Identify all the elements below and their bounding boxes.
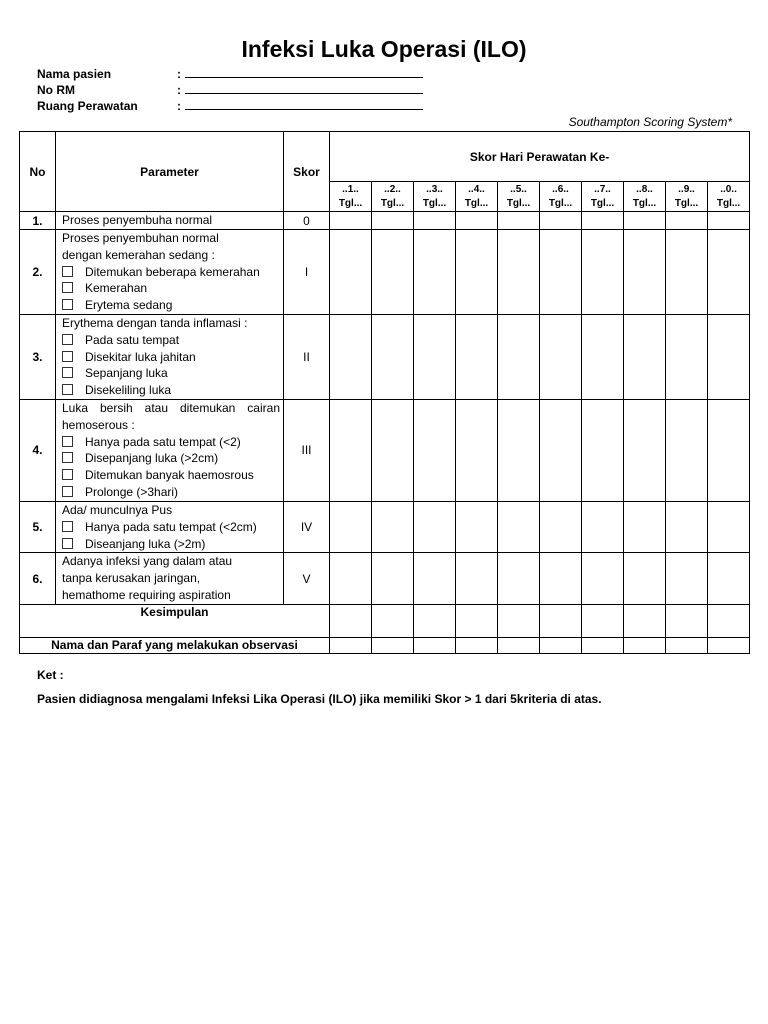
table-row	[20, 501, 750, 552]
score-entry-cell[interactable]	[414, 399, 456, 501]
score-value: II	[284, 314, 330, 399]
score-entry-cell[interactable]	[456, 314, 498, 399]
row-number: 4.	[20, 399, 56, 501]
score-entry-cell[interactable]	[708, 230, 750, 315]
score-entry-cell[interactable]	[498, 553, 540, 604]
criteria-option	[62, 519, 280, 536]
conclusion-entry-cell[interactable]	[708, 604, 750, 637]
score-entry-cell[interactable]	[708, 314, 750, 399]
observer-signature-cell[interactable]	[372, 637, 414, 653]
day-header-5	[498, 182, 540, 212]
checkbox-icon[interactable]	[62, 334, 73, 345]
checkbox-icon[interactable]	[62, 521, 73, 532]
observer-label: Nama dan Paraf yang melakukan observasi	[20, 637, 330, 653]
criteria-option	[62, 297, 280, 314]
conclusion-label: Kesimpulan	[20, 604, 330, 637]
day-header-8	[624, 182, 666, 212]
day-header-10	[708, 182, 750, 212]
table-row	[20, 212, 750, 230]
day-header-3	[414, 182, 456, 212]
score-entry-cell[interactable]	[540, 230, 582, 315]
criteria-option	[62, 434, 280, 451]
score-entry-cell[interactable]	[708, 399, 750, 501]
score-entry-cell[interactable]	[666, 212, 708, 230]
score-value: IV	[284, 501, 330, 552]
checkbox-icon[interactable]	[62, 486, 73, 497]
parameter-text: dengan kemerahan sedang :	[62, 247, 215, 262]
observer-signature-cell[interactable]	[456, 637, 498, 653]
day-date: Tgl...	[464, 197, 489, 209]
parameter-cell	[56, 501, 284, 552]
day-date: Tgl...	[632, 197, 657, 209]
observer-signature-cell[interactable]	[540, 637, 582, 653]
parameter-text: Ada/ munculnya Pus	[62, 502, 173, 517]
colon: :	[177, 83, 181, 97]
observer-row	[20, 637, 750, 653]
score-entry-cell[interactable]	[666, 230, 708, 315]
conclusion-entry-cell[interactable]	[582, 604, 624, 637]
day-date: Tgl...	[674, 197, 699, 209]
colon: :	[177, 67, 181, 81]
conclusion-entry-cell[interactable]	[666, 604, 708, 637]
criteria-option	[62, 536, 280, 553]
table-row	[20, 553, 750, 604]
score-entry-cell[interactable]	[666, 399, 708, 501]
criteria-option	[62, 382, 280, 399]
parameter-cell	[56, 230, 284, 315]
parameter-text: hemoserous :	[62, 417, 135, 432]
conclusion-entry-cell[interactable]	[456, 604, 498, 637]
note-text: Pasien didiagnosa mengalami Infeksi Lika Operasi (ILO) jika memiliki Skor > 1 dari 5kriteria di atas.	[37, 692, 602, 706]
day-number: ..7..	[594, 183, 611, 195]
day-header-9	[666, 182, 708, 212]
score-value: I	[284, 230, 330, 315]
criteria-option	[62, 365, 280, 382]
criteria-option-label: Hanya pada satu tempat (<2)	[85, 434, 241, 449]
score-entry-cell[interactable]	[582, 230, 624, 315]
criteria-option	[62, 332, 280, 349]
day-header-6	[540, 182, 582, 212]
criteria-option-label: Erytema sedang	[85, 298, 173, 313]
parameter-cell	[56, 314, 284, 399]
criteria-option	[62, 450, 280, 467]
criteria-option-label: Hanya pada satu tempat (<2cm)	[85, 519, 257, 534]
conclusion-entry-cell[interactable]	[624, 604, 666, 637]
colon: :	[177, 99, 181, 113]
criteria-option-label: Ditemukan beberapa kemerahan	[85, 264, 260, 279]
score-entry-cell[interactable]	[414, 501, 456, 552]
score-entry-cell[interactable]	[456, 212, 498, 230]
day-date: Tgl...	[422, 197, 447, 209]
observer-signature-cell[interactable]	[708, 637, 750, 653]
ward-field[interactable]	[185, 99, 423, 110]
score-entry-cell[interactable]	[456, 501, 498, 552]
table-row	[20, 399, 750, 501]
checkbox-icon[interactable]	[62, 384, 73, 395]
day-header-7	[582, 182, 624, 212]
row-number: 3.	[20, 314, 56, 399]
day-number: ..8..	[636, 183, 653, 195]
score-entry-cell[interactable]	[666, 501, 708, 552]
score-entry-cell[interactable]	[330, 553, 372, 604]
parameter-text: Luka bersih atau ditemukan cairan	[62, 400, 280, 415]
day-header-4	[456, 182, 498, 212]
score-entry-cell[interactable]	[372, 553, 414, 604]
score-entry-cell[interactable]	[330, 501, 372, 552]
score-entry-cell[interactable]	[540, 553, 582, 604]
checkbox-icon[interactable]	[62, 282, 73, 293]
score-entry-cell[interactable]	[498, 399, 540, 501]
medical-record-field[interactable]	[185, 83, 423, 94]
scoring-table	[19, 131, 750, 654]
score-entry-cell[interactable]	[456, 553, 498, 604]
checkbox-icon[interactable]	[62, 351, 73, 362]
score-entry-cell[interactable]	[498, 314, 540, 399]
checkbox-icon[interactable]	[62, 452, 73, 463]
table-row	[20, 230, 750, 315]
day-number: ..9..	[678, 183, 695, 195]
scoring-system-label: Southampton Scoring System*	[568, 115, 732, 129]
score-entry-cell[interactable]	[330, 212, 372, 230]
score-entry-cell[interactable]	[540, 501, 582, 552]
score-entry-cell[interactable]	[498, 501, 540, 552]
score-entry-cell[interactable]	[372, 212, 414, 230]
criteria-option	[62, 467, 280, 484]
header-skor: Skor	[284, 132, 330, 212]
score-entry-cell[interactable]	[372, 399, 414, 501]
score-entry-cell[interactable]	[666, 553, 708, 604]
day-number: ..1..	[342, 183, 359, 195]
checkbox-icon[interactable]	[62, 299, 73, 310]
observer-signature-cell[interactable]	[624, 637, 666, 653]
score-entry-cell[interactable]	[582, 553, 624, 604]
criteria-option-label: Prolonge (>3hari)	[85, 484, 179, 499]
score-entry-cell[interactable]	[540, 314, 582, 399]
criteria-option-label: Kemerahan	[85, 281, 148, 296]
criteria-option-label: Disekitar luka jahitan	[85, 349, 196, 364]
observer-signature-cell[interactable]	[666, 637, 708, 653]
table-row	[20, 314, 750, 399]
score-entry-cell[interactable]	[624, 553, 666, 604]
score-value: V	[284, 553, 330, 604]
note-label: Ket :	[37, 668, 64, 682]
medical-record-label: No RM	[37, 83, 75, 97]
score-entry-cell[interactable]	[414, 314, 456, 399]
header-no: No	[20, 132, 56, 212]
score-entry-cell[interactable]	[582, 314, 624, 399]
observer-signature-cell[interactable]	[498, 637, 540, 653]
score-entry-cell[interactable]	[624, 399, 666, 501]
score-entry-cell[interactable]	[624, 501, 666, 552]
conclusion-entry-cell[interactable]	[414, 604, 456, 637]
parameter-cell	[56, 553, 284, 604]
day-date: Tgl...	[380, 197, 405, 209]
score-entry-cell[interactable]	[372, 501, 414, 552]
ward-row	[37, 99, 423, 113]
patient-name-row	[37, 67, 423, 81]
conclusion-row	[20, 604, 750, 637]
score-entry-cell[interactable]	[708, 501, 750, 552]
ward-label: Ruang Perawatan	[37, 99, 138, 113]
day-date: Tgl...	[590, 197, 615, 209]
score-entry-cell[interactable]	[414, 553, 456, 604]
score-entry-cell[interactable]	[708, 553, 750, 604]
score-entry-cell[interactable]	[540, 212, 582, 230]
score-entry-cell[interactable]	[624, 314, 666, 399]
criteria-option	[62, 484, 280, 501]
score-value: III	[284, 399, 330, 501]
day-number: ..0..	[720, 183, 737, 195]
score-entry-cell[interactable]	[414, 230, 456, 315]
parameter-text: Proses penyembuhan normal	[62, 231, 219, 245]
row-number: 1.	[20, 212, 56, 230]
day-date: Tgl...	[548, 197, 573, 209]
score-entry-cell[interactable]	[666, 314, 708, 399]
checkbox-icon[interactable]	[62, 538, 73, 549]
score-entry-cell[interactable]	[330, 399, 372, 501]
header-days-group: Skor Hari Perawatan Ke-	[330, 132, 750, 182]
score-entry-cell[interactable]	[372, 230, 414, 315]
criteria-option	[62, 264, 280, 281]
day-date: Tgl...	[338, 197, 363, 209]
criteria-option-label: Disepanjang luka (>2cm)	[85, 451, 219, 466]
observer-signature-cell[interactable]	[414, 637, 456, 653]
score-value: 0	[284, 212, 330, 230]
row-number: 6.	[20, 553, 56, 604]
checkbox-icon[interactable]	[62, 367, 73, 378]
criteria-option-label: Disekeliling luka	[85, 383, 172, 398]
score-entry-cell[interactable]	[330, 230, 372, 315]
parameter-cell	[56, 212, 284, 230]
score-entry-cell[interactable]	[456, 399, 498, 501]
criteria-option-label: Diseanjang luka (>2m)	[85, 536, 206, 551]
row-number: 5.	[20, 501, 56, 552]
conclusion-entry-cell[interactable]	[540, 604, 582, 637]
checkbox-icon[interactable]	[62, 436, 73, 447]
checkbox-icon[interactable]	[62, 469, 73, 480]
header-parameter: Parameter	[56, 132, 284, 212]
score-entry-cell[interactable]	[498, 230, 540, 315]
score-entry-cell[interactable]	[624, 212, 666, 230]
criteria-option-label: Pada satu tempat	[85, 332, 180, 347]
score-entry-cell[interactable]	[372, 314, 414, 399]
patient-name-field[interactable]	[185, 67, 423, 78]
parameter-text: tanpa kerusakan jaringan,	[62, 571, 201, 586]
medical-record-row	[37, 83, 423, 97]
score-entry-cell[interactable]	[540, 399, 582, 501]
parameter-cell	[56, 399, 284, 501]
day-header-1	[330, 182, 372, 212]
score-entry-cell[interactable]	[498, 212, 540, 230]
page-title: Infeksi Luka Operasi (ILO)	[241, 36, 527, 62]
score-entry-cell[interactable]	[414, 212, 456, 230]
observer-signature-cell[interactable]	[330, 637, 372, 653]
parameter-text: Proses penyembuha normal	[62, 213, 213, 227]
day-number: ..2..	[384, 183, 401, 195]
day-date: Tgl...	[716, 197, 741, 209]
criteria-option-label: Ditemukan banyak haemosrous	[85, 468, 254, 483]
score-entry-cell[interactable]	[582, 501, 624, 552]
parameter-text: Erythema dengan tanda inflamasi :	[62, 315, 248, 330]
patient-name-label: Nama pasien	[37, 67, 112, 81]
score-entry-cell[interactable]	[624, 230, 666, 315]
conclusion-entry-cell[interactable]	[498, 604, 540, 637]
day-number: ..3..	[426, 183, 443, 195]
conclusion-entry-cell[interactable]	[330, 604, 372, 637]
criteria-option	[62, 280, 280, 297]
conclusion-entry-cell[interactable]	[372, 604, 414, 637]
score-entry-cell[interactable]	[582, 212, 624, 230]
score-entry-cell[interactable]	[708, 212, 750, 230]
day-date: Tgl...	[506, 197, 531, 209]
parameter-text: Adanya infeksi yang dalam atau	[62, 554, 233, 569]
day-number: ..5..	[510, 183, 527, 195]
day-number: ..6..	[552, 183, 569, 195]
observer-signature-cell[interactable]	[582, 637, 624, 653]
score-entry-cell[interactable]	[582, 399, 624, 501]
day-header-2	[372, 182, 414, 212]
score-entry-cell[interactable]	[330, 314, 372, 399]
parameter-text: hemathome requiring aspiration	[62, 587, 231, 602]
checkbox-icon[interactable]	[62, 266, 73, 277]
criteria-option	[62, 349, 280, 366]
criteria-option-label: Sepanjang luka	[85, 366, 168, 381]
day-number: ..4..	[468, 183, 485, 195]
score-entry-cell[interactable]	[456, 230, 498, 315]
row-number: 2.	[20, 230, 56, 315]
